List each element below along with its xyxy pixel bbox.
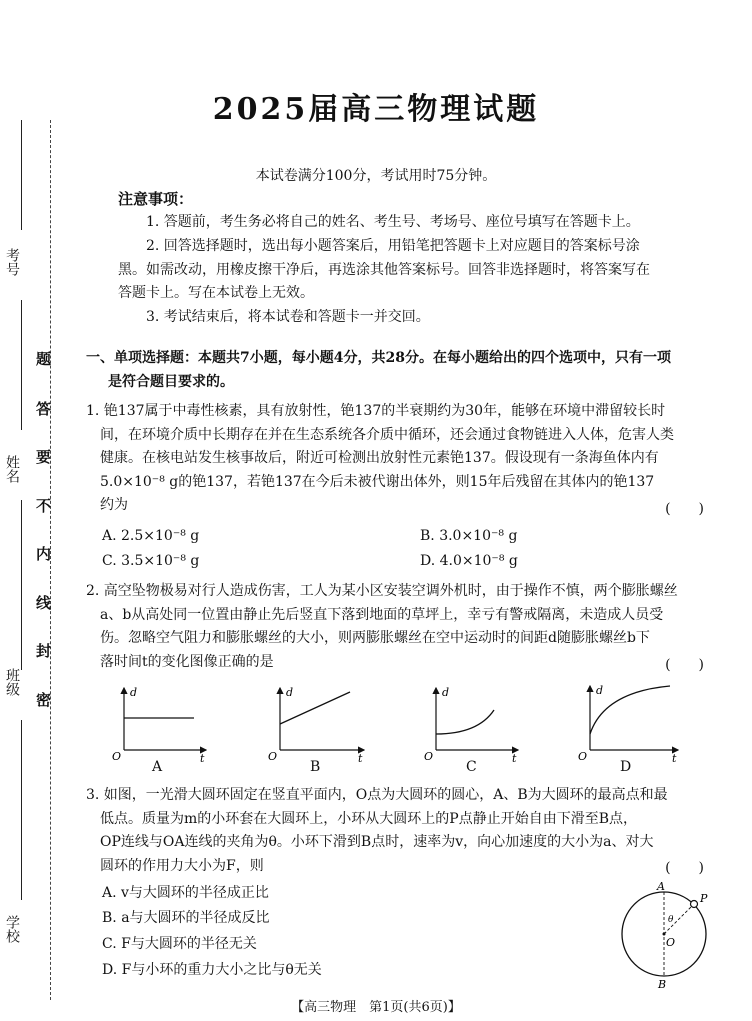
margin-field-banji: 班级: [4, 668, 20, 696]
margin-rule-kaohao-2: [21, 300, 22, 430]
exam-title: 2025届高三物理试题: [212, 92, 540, 127]
question-2: [86, 580, 706, 674]
graph-a-label: A: [152, 759, 163, 775]
notes-line: 2. 回答选择题时，选出每小题答案后，用铅笔把答题卡上对应题目的答案标号涂: [146, 238, 640, 254]
axis-x-label: t: [672, 752, 677, 765]
graph-c: [424, 686, 518, 765]
question-line: 低点。质量为m的小环套在大圆环上，小环从大圆环上的P点静止开始自由下滑至B点，: [100, 810, 637, 827]
axis-x-label: t: [358, 752, 363, 765]
question-line: OP连线与OA连线的夹角为θ。小环下滑到B点时，速率为v，向心加速度的大小为a、对大: [100, 834, 654, 850]
notes-line: 1. 答题前，考生务必将自己的姓名、考生号、考场号、座位号填写在答题卡上。: [146, 214, 640, 230]
question-line: 3. 如图，一光滑大圆环固定在竖直平面内，O点为大圆环的圆心，A、B为大圆环的最高点和最: [86, 787, 668, 803]
margin-field-xingming: 姓名: [4, 455, 20, 483]
seal-char: 线: [36, 594, 52, 612]
question-line: a、b从高处同一位置由静止先后竖直下落到地面的草坪上，幸亏有警戒隔离，未造成人员受: [100, 606, 664, 623]
point-p-label: P: [700, 892, 708, 905]
q2-graphs: [108, 680, 708, 775]
option-a: A. 2.5×10⁻⁸ g: [102, 528, 200, 544]
question-line: 1. 铯137属于中毒性核素，具有放射性，铯137的半衰期约为30年，能够在环境中滞留较长时: [86, 403, 666, 419]
question-1: [86, 400, 706, 518]
section-heading-cont: 是符合题目要求的。: [108, 374, 234, 390]
origin-label: O: [112, 750, 122, 763]
graph-d-label: D: [620, 759, 632, 775]
question-line: 伤。忽略空气阻力和膨胀螺丝的大小，则两膨胀螺丝在空中运动时的间距d随膨胀螺丝b下: [100, 630, 650, 646]
seal-char: 不: [36, 497, 52, 515]
page-footer: 【高三物理 第1页(共6页)】: [291, 1000, 461, 1015]
question-line: 间，在环境介质中长期存在并在生态系统各介质中循环，还会通过食物链进入人体，危害人类: [100, 426, 674, 443]
notes-line: 3. 考试结束后，将本试卷和答题卡一并交回。: [146, 309, 430, 325]
exam-subtitle: 本试卷满分100分，考试用时75分钟。: [255, 168, 497, 184]
option-d: D. 4.0×10⁻⁸ g: [420, 553, 518, 569]
q3-ring-figure: [612, 880, 722, 992]
origin-label: O: [268, 750, 278, 763]
point-b-label: B: [658, 978, 667, 991]
point-a-label: A: [657, 880, 665, 893]
notes-line: 黑。如需改动，用橡皮擦干净后，再选涂其他答案标号。回答非选择题时，将答案写在: [118, 262, 650, 278]
section-heading: 一、单项选择题：本题共7小题，每小题4分，共28分。在每小题给出的四个选项中，只有一项: [86, 350, 671, 366]
margin-field-kaohao: 考号: [4, 248, 20, 276]
small-ring: [691, 901, 698, 908]
axis-y-label: d: [130, 686, 138, 699]
axis-y-label: d: [442, 686, 450, 699]
seal-char: 内: [36, 545, 52, 563]
margin-field-xuexiao: 学校: [4, 915, 20, 943]
axis-x-label: t: [512, 752, 517, 765]
origin-label: O: [424, 750, 434, 763]
option-d: D. F与小环的重力大小之比与θ无关: [102, 962, 322, 978]
graph-a: [112, 686, 206, 765]
question-3: [86, 784, 706, 878]
seal-char: 题: [36, 350, 52, 368]
graph-b-label: B: [310, 759, 321, 775]
seal-char: 封: [36, 642, 52, 660]
notes-heading: 注意事项：: [118, 190, 194, 208]
answer-bracket: ( ): [665, 501, 704, 517]
question-line: 圆环的作用力大小为F，则: [100, 857, 264, 874]
point-o-label: O: [666, 936, 676, 949]
question-line: 健康。在核电站发生核事故后，附近可检测出放射性元素铯137。假设现有一条海鱼体内有: [100, 450, 659, 466]
curve-c: [436, 710, 494, 734]
question-line: 落时间t的变化图像正确的是: [100, 653, 274, 670]
option-c: C. 3.5×10⁻⁸ g: [102, 553, 200, 569]
theta-label: θ: [668, 915, 674, 925]
origin-label: O: [578, 750, 588, 763]
option-c: C. F与大圆环的半径无关: [102, 936, 257, 952]
question-line: 约为: [100, 497, 128, 513]
question-line: 5.0×10⁻⁸ g的铯137，若铯137在今后未被代谢出体外，则15年后残留在其体内的铯137: [100, 473, 655, 490]
answer-bracket: ( ): [665, 657, 704, 673]
seal-char: 要: [36, 448, 52, 466]
graph-b: [268, 686, 364, 765]
axis-x-label: t: [200, 752, 205, 765]
answer-bracket: ( ): [665, 860, 704, 876]
margin-rule-banji: [21, 720, 22, 900]
axis-y-label: d: [286, 686, 294, 699]
option-b: B. 3.0×10⁻⁸ g: [420, 528, 518, 544]
graph-c-label: C: [466, 759, 477, 775]
option-a: A. v与大圆环的半径成正比: [102, 885, 269, 901]
question-line: 2. 高空坠物极易对行人造成伤害，工人为某小区安装空调外机时，由于操作不慎，两个膨胀螺丝: [86, 583, 678, 599]
notes-line: 答题卡上。写在本试卷上无效。: [118, 285, 314, 301]
margin-rule-xingming: [21, 500, 22, 670]
graph-d: [578, 684, 678, 765]
seal-char: 答: [36, 400, 52, 418]
option-b: B. a与大圆环的半径成反比: [102, 910, 270, 926]
axis-y-label: d: [596, 684, 604, 697]
seal-char: 密: [36, 691, 52, 709]
